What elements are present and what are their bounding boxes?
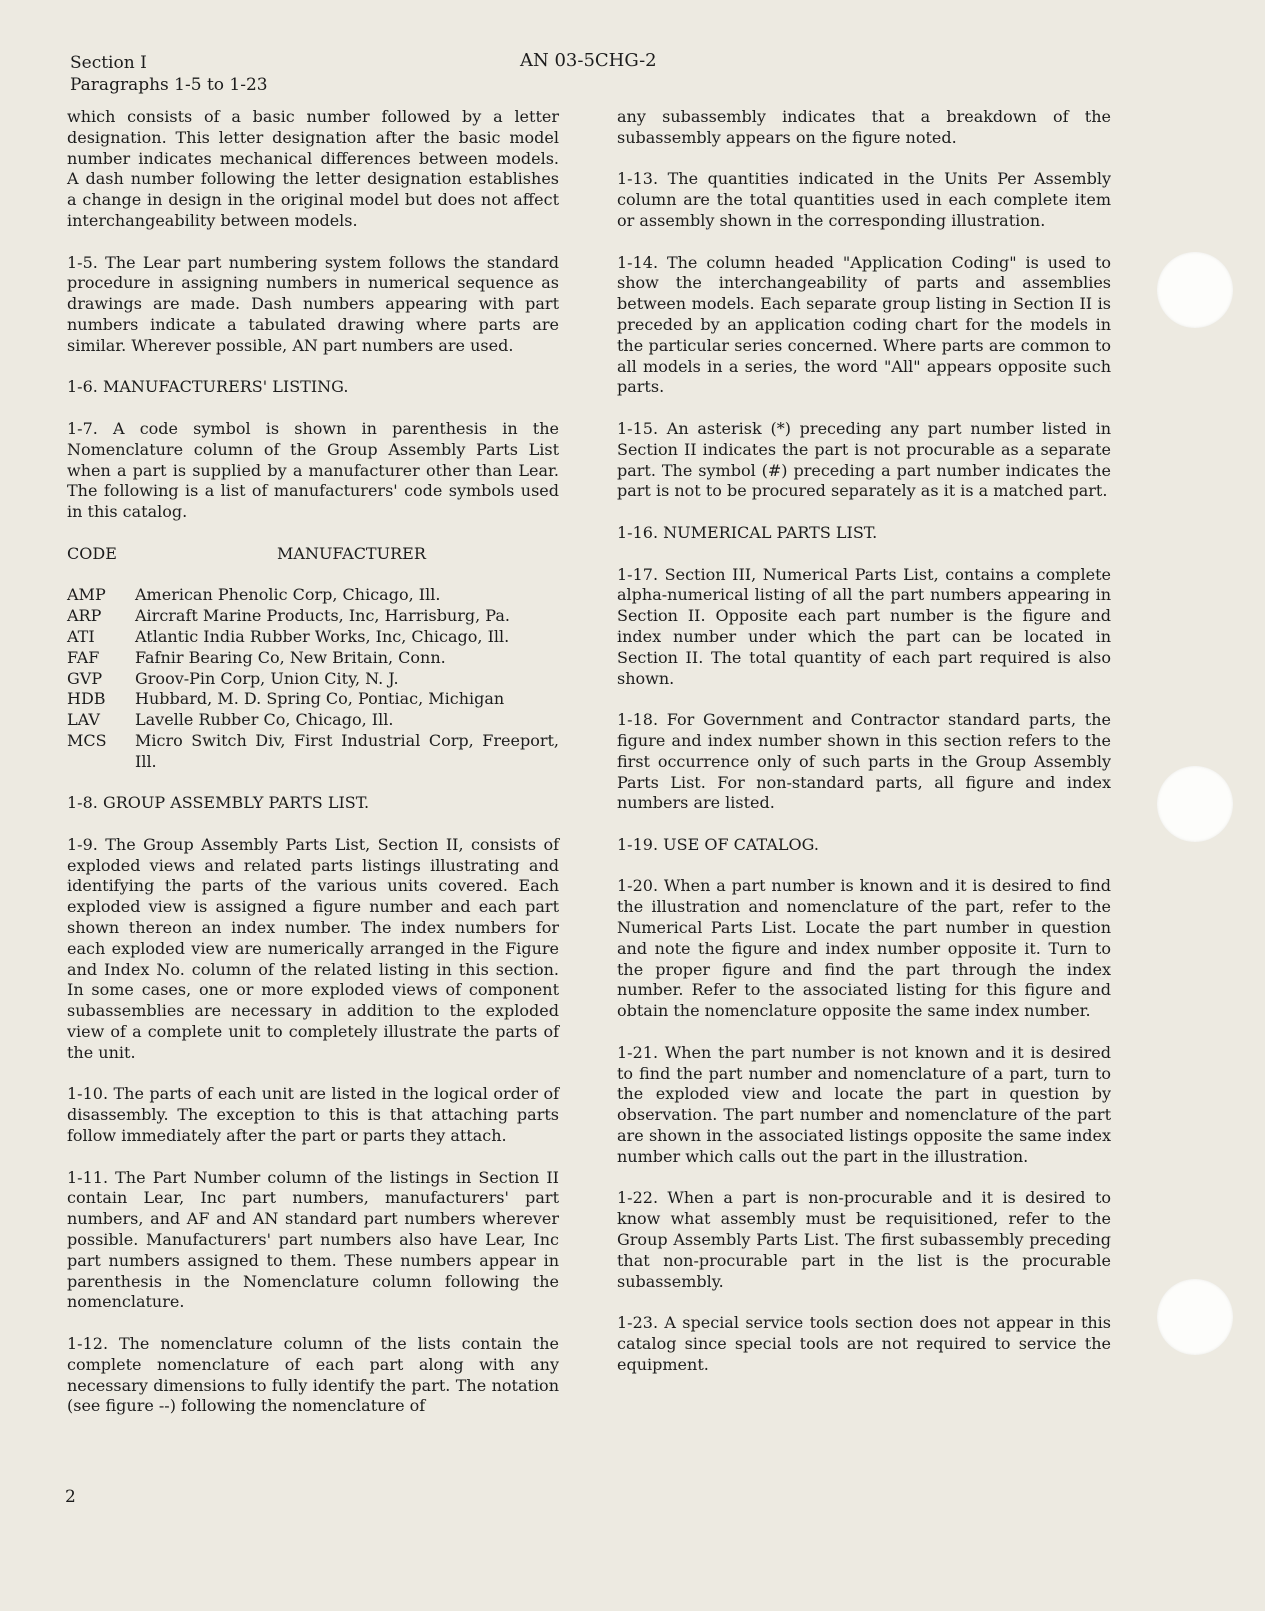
document-number: AN 03-5CHG-2	[520, 50, 657, 71]
manufacturer-name: Hubbard, M. D. Spring Co, Pontiac, Michigan	[135, 689, 505, 709]
page-header-left	[70, 52, 268, 96]
paragraph-1-23: 1-23. A special service tools section does not appear in this catalog since special tools are not required to service the equipment.	[617, 1313, 1111, 1374]
code: HDB	[67, 689, 106, 709]
paragraph-1-17: 1-17. Section III, Numerical Parts List, contains a complete alpha-numerical listing of all the part numbers appearing in Section II. Opposite each part number is the figure and index number under which the part can be located in Section II. The total quantity of each part required is also shown.	[617, 564, 1111, 688]
manufacturer-name: American Phenolic Corp, Chicago, Ill.	[135, 585, 441, 605]
right-column	[617, 107, 1111, 1376]
manufacturer-column-header: MANUFACTURER	[277, 543, 426, 563]
paragraph-1-14: 1-14. The column headed "Application Coding" is used to show the interchangeability of parts and assemblies between models. Each separate group listing in Section II is preceded by an application coding chart for the models in the particular series concerned. Where parts are common to all models in a series, the word "All" appears opposite such parts.	[617, 252, 1111, 397]
binder-hole	[1157, 252, 1233, 328]
binder-hole	[1157, 766, 1233, 842]
binder-hole	[1157, 1279, 1233, 1355]
code: MCS	[67, 730, 107, 750]
paragraph-1-13: 1-13. The quantities indicated in the Units Per Assembly column are the total quantities used in each complete item or assembly shown in the corresponding illustration.	[617, 169, 1111, 230]
code: GVP	[67, 668, 103, 688]
paragraph-1-5: 1-5. The Lear part numbering system follows the standard procedure in assigning numbers in numerical sequence as drawings are made. Dash numbers appearing with part numbers indicate a tabulated drawing where parts are similar. Wherever possible, AN part numbers are used.	[67, 252, 559, 355]
code: AMP	[67, 585, 106, 605]
paragraph-1-7: 1-7. A code symbol is shown in parenthesis in the Nomenclature column of the Group Assembly Parts List when a part is supplied by a manufacturer other than Lear. The following is a list of manufacturers' code symbols used in this catalog.	[67, 418, 559, 522]
code-row	[67, 689, 559, 710]
manufacturer-name: Groov-Pin Corp, Union City, N. J.	[135, 668, 399, 688]
paragraph-1-9: 1-9. The Group Assembly Parts List, Section II, consists of exploded views and related parts listings illustrating and identifying the parts of the various units covered. Each exploded view is assigned a figure number and each part shown thereon an index number. The index numbers for each exploded view are numerically arranged in the Figure and Index No. column of the related listing in this section. In some cases, one or more exploded views of component subassemblies are necessary in addition to the exploded view of a complete unit to completely illustrate the parts of the unit.	[67, 834, 559, 1062]
paragraph-1-18: 1-18. For Government and Contractor standard parts, the figure and index number shown in this section refers to the first occurrence only of such parts in the Group Assembly Parts List. For non-standard parts, all figure and index numbers are listed.	[617, 710, 1111, 813]
manufacturer-name: Atlantic India Rubber Works, Inc, Chicago, Ill.	[135, 626, 510, 646]
manufacturer-name: Micro Switch Div, First Industrial Corp, Freeport, Ill.	[135, 730, 559, 771]
heading-group-assembly-parts-list: 1-8. GROUP ASSEMBLY PARTS LIST.	[67, 793, 370, 813]
heading-manufacturers-listing: 1-6. MANUFACTURERS' LISTING.	[67, 377, 349, 397]
paragraph-continuation: which consists of a basic number followed by a letter designation. This letter designation after the basic model number indicates mechanical differences between models. A dash number following the letter designation establishes a change in design in the original model but does not affect interchangeability between models.	[67, 107, 559, 230]
code-row	[67, 710, 559, 731]
section-label: Section I	[70, 53, 147, 73]
page-number: 2	[65, 1487, 76, 1507]
manufacturer-name: Lavelle Rubber Co, Chicago, Ill.	[135, 710, 394, 730]
code: FAF	[67, 647, 100, 667]
code-table-header	[67, 544, 559, 565]
paragraphs-range: Paragraphs 1-5 to 1-23	[70, 75, 268, 95]
manufacturer-name: Aircraft Marine Products, Inc, Harrisburg, Pa.	[135, 606, 510, 626]
paragraph-1-22: 1-22. When a part is non-procurable and it is desired to know what assembly must be requisitioned, refer to the Group Assembly Parts List. The first subassembly preceding that non-procurable part in the list is the procurable subassembly.	[617, 1188, 1111, 1291]
code-row	[67, 731, 559, 773]
manufacturer-code-table	[67, 544, 559, 773]
paragraph-1-15: 1-15. An asterisk (*) preceding any part number listed in Section II indicates the part is not procurable as a separate part. The symbol (#) preceding a part number indicates the part is not to be procured separately as it is a matched part.	[617, 418, 1111, 501]
code-column-header: CODE	[67, 543, 117, 563]
paragraph-1-10: 1-10. The parts of each unit are listed in the logical order of disassembly. The exception to this is that attaching parts follow immediately after the part or parts they attach.	[67, 1084, 559, 1146]
paragraph-1-12: 1-12. The nomenclature column of the lists contain the complete nomenclature of each part along with any necessary dimensions to fully identify the part. The notation (see figure --) following the nomenclature of	[67, 1334, 559, 1416]
code: ATI	[67, 626, 95, 646]
paragraph-continuation: any subassembly indicates that a breakdown of the subassembly appears on the figure noted.	[617, 107, 1111, 147]
heading-use-of-catalog: 1-19. USE OF CATALOG.	[617, 834, 819, 854]
code-row	[67, 669, 559, 690]
left-column	[67, 107, 559, 1417]
code-row	[67, 585, 559, 606]
paragraph-1-11: 1-11. The Part Number column of the listings in Section II contain Lear, Inc part numbers, manufacturers' part numbers, and AF and AN standard part numbers wherever possible. Manufacturers' part numbers also have Lear, Inc part numbers assigned to them. These numbers appear in parenthesis in the Nomenclature column following the nomenclature.	[67, 1167, 559, 1312]
paragraph-1-20: 1-20. When a part number is known and it is desired to find the illustration and nomenclature of the part, refer to the Numerical Parts List. Locate the part number in question and note the figure and index number opposite it. Turn to the proper figure and find the part through the index number. Refer to the associated listing for this figure and obtain the nomenclature opposite the same index number.	[617, 876, 1111, 1021]
manufacturer-name: Fafnir Bearing Co, New Britain, Conn.	[135, 647, 446, 667]
code: ARP	[67, 606, 102, 626]
code-row	[67, 627, 559, 648]
code-row	[67, 648, 559, 669]
paragraph-1-21: 1-21. When the part number is not known and it is desired to find the part number and nomenclature of a part, turn to the exploded view and locate the part in question by observation. The part number and nomenclature of the part are shown in the associated listings opposite the same index number which calls out the part in the illustration.	[617, 1042, 1111, 1166]
heading-numerical-parts-list: 1-16. NUMERICAL PARTS LIST.	[617, 522, 878, 542]
code-row	[67, 606, 559, 627]
code: LAV	[67, 710, 100, 730]
